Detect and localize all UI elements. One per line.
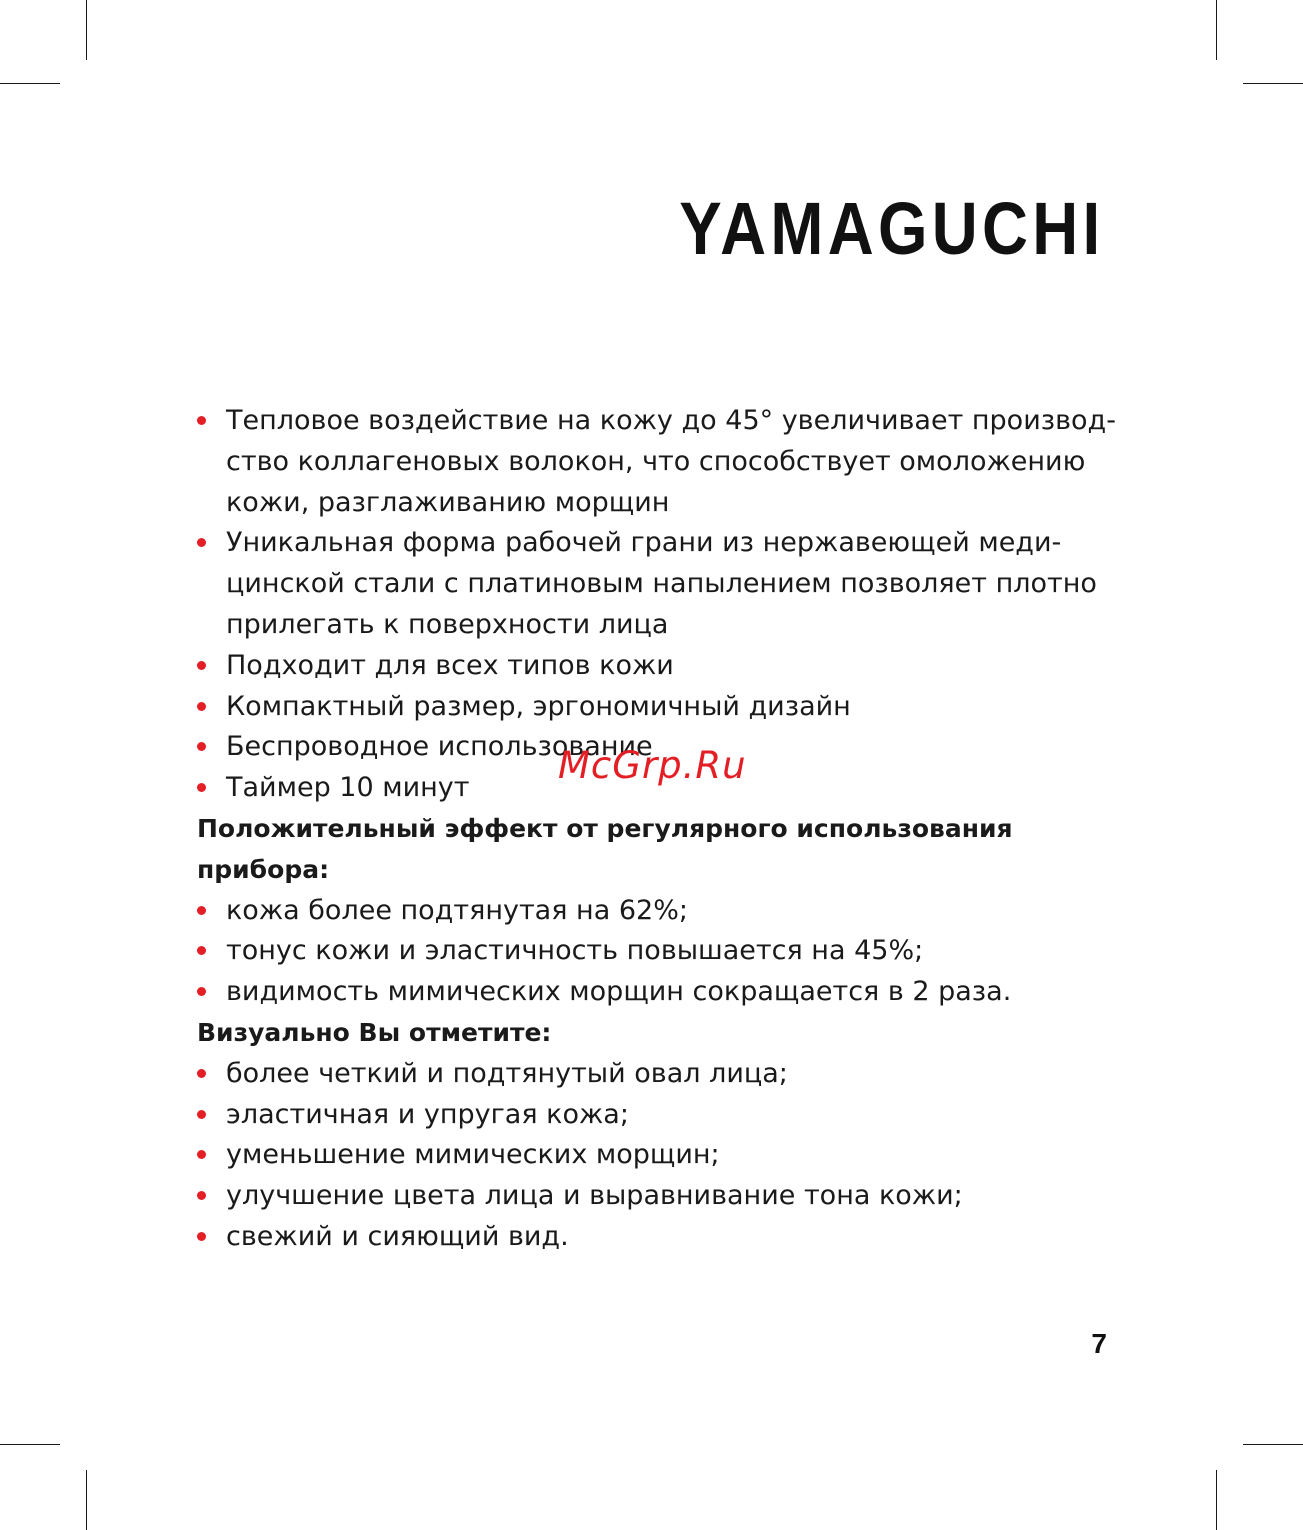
page-number: 7	[1091, 1328, 1107, 1359]
watermark: McGrp.Ru	[558, 744, 747, 787]
crop-mark	[1243, 1444, 1303, 1445]
crop-mark	[0, 1444, 60, 1445]
crop-mark	[1243, 83, 1303, 84]
list-item: Уникальная форма рабочей грани из нержавеющей меди-цинской стали с платиновым напылением позволяет плотно прилегать к поверхности лица	[197, 523, 1117, 645]
list-item: Тепловое воздействие на кожу до 45° увеличивает производ-ство коллагеновых волокон, что способствует омоложению кожи, разглаживанию морщин	[197, 401, 1117, 523]
list-item: Подходит для всех типов кожи	[197, 646, 1117, 687]
list-item: Компактный размер, эргономичный дизайн	[197, 687, 1117, 728]
visual-results-list	[197, 1054, 1117, 1258]
bullet-icon	[197, 783, 206, 792]
crop-mark	[1216, 1470, 1217, 1530]
crop-mark	[1216, 0, 1217, 60]
list-item: свежий и сияющий вид.	[197, 1217, 1117, 1258]
bullet-icon	[197, 661, 206, 670]
list-item: Беспроводное использование	[197, 727, 1117, 768]
bullet-icon	[197, 742, 206, 751]
bullet-icon	[197, 987, 206, 996]
bullet-icon	[197, 416, 206, 425]
list-item: эластичная и упругая кожа;	[197, 1095, 1117, 1136]
bullet-icon	[197, 1110, 206, 1119]
crop-mark	[86, 0, 87, 60]
effect-heading: Положительный эффект от регулярного использования прибора:	[197, 813, 1013, 884]
crop-mark	[86, 1470, 87, 1530]
bullet-icon	[197, 702, 206, 711]
bullet-icon	[197, 906, 206, 915]
visual-heading: Визуально Вы отметите:	[197, 1017, 552, 1047]
list-item: Таймер 10 минут	[197, 768, 1117, 809]
bullet-icon	[197, 1191, 206, 1200]
brand-logo: YAMAGUCHI	[679, 187, 1105, 270]
list-item: видимость мимических морщин сокращается в 2 раза.	[197, 972, 1117, 1013]
bullet-icon	[197, 1232, 206, 1241]
bullet-icon	[197, 946, 206, 955]
list-item: улучшение цвета лица и выравнивание тона кожи;	[197, 1176, 1117, 1217]
crop-mark	[0, 83, 60, 84]
bullet-icon	[197, 538, 206, 547]
list-item: тонус кожи и эластичность повышается на 45%;	[197, 931, 1117, 972]
list-item: уменьшение мимических морщин;	[197, 1135, 1117, 1176]
bullet-icon	[197, 1150, 206, 1159]
list-item: более четкий и подтянутый овал лица;	[197, 1054, 1117, 1095]
bullet-icon	[197, 1069, 206, 1078]
page-content	[197, 401, 1117, 1258]
list-item: кожа более подтянутая на 62%;	[197, 891, 1117, 932]
effect-list	[197, 891, 1117, 1013]
